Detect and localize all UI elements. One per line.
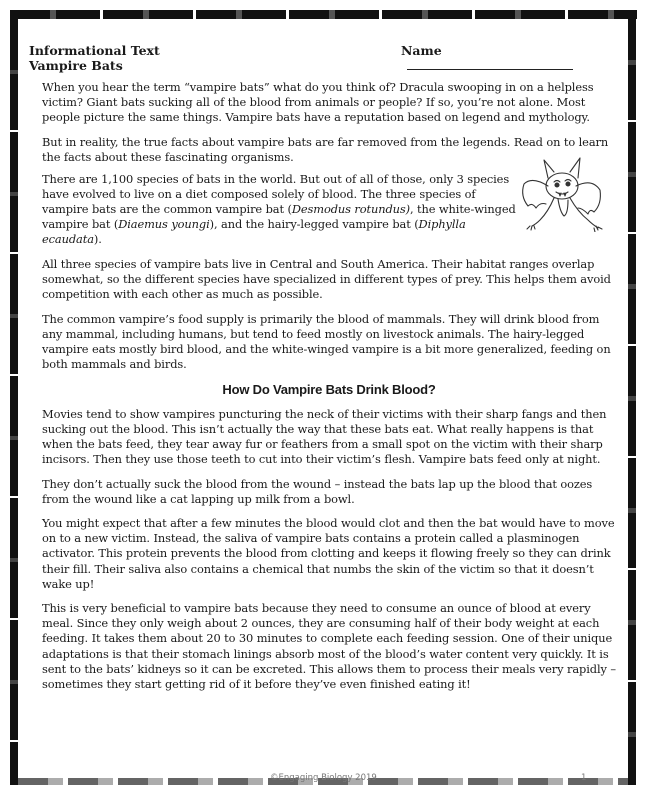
paragraph-species xyxy=(42,172,522,247)
paragraph-adaptations: This is very beneficial to vampire bats because they need to consume an ounce of blood at every meal. Since they only weigh about 2 ounces, they are consuming half of their body weight at each feeding. It takes them about 20 to 30 minutes to complete each feeding session. One of their unique adaptations is that their stomach linings absorb most of the blood’s water content very quickly. It is sent to the bats’ kidneys so it can be excreted. This allows them to process their meals very rapidly – sometimes they start getting rid of it before they’ve even finished eating it! xyxy=(42,601,616,691)
vampire-bat-drawing-icon xyxy=(518,156,604,232)
text-span: ), and the hairy-legged vampire bat ( xyxy=(209,217,419,232)
paragraph-reality: But in reality, the true facts about vampire bats are far removed from the legends. Read on to learn the facts about these fascinating organisms. xyxy=(42,134,609,164)
name-blank-line[interactable] xyxy=(407,58,573,70)
paragraph-habitat: All three species of vampire bats live in Central and South America. Their habitat ranges overlap somewhat, so the different species have specialized in different types of prey. This helps them avoid competition with each other as much as possible. xyxy=(42,256,611,302)
page-number: 1 xyxy=(581,773,587,783)
copyright-text: ©Engaging Biology 2019 xyxy=(270,773,377,783)
text-span: ). xyxy=(93,232,102,247)
paragraph-food-supply: The common vampire’s food supply is primarily the blood of mammals. They will drink blood from any mammal, including humans, but tend to feed mostly on livestock animals. The hairy-legged vampire eats mostly bird blood, and the white-winged vampire is a bit more generalized, feeding on both mammals and birds. xyxy=(42,311,611,371)
section-heading: How Do Vampire Bats Drink Blood? xyxy=(222,381,436,397)
paragraph-lapping: They don’t actually suck the blood from the wound – instead the bats lap up the blood that oozes from the wound like a cat lapping up milk from a bowl. xyxy=(42,476,593,506)
species-name: Diphylla ecaudata xyxy=(42,217,466,247)
text-span: , the white-winged vampire bat ( xyxy=(42,202,516,232)
text-span: There are 1,100 species of bats in the world. But out of all of those, only 3 species have evolved to live on a diet composed solely of blood. The three species of vampire bats are the common vampire bat ( xyxy=(42,171,510,217)
worksheet-type-label: Informational Text xyxy=(29,43,160,58)
decorative-border-left xyxy=(10,10,18,785)
paragraph-feeding: Movies tend to show vampires puncturing the neck of their victims with their sharp fangs and then sucking out the blood. This isn’t actually the way that these bats eat. What really happens is that when the bats feed, they tear away fur or feathers from a small spot on the victim with their sharp incisors. Then they use those teeth to cut into their victim’s flesh. Vampire bats feed only at night. xyxy=(42,406,607,466)
species-name: Desmodus rotundus) xyxy=(291,202,410,217)
decorative-border-top xyxy=(10,10,637,19)
paragraph-intro: When you hear the term “vampire bats” what do you think of? Dracula swooping in on a helpless victim? Giant bats sucking all of the blood from animals or people? If so, you’re not alone. Most people picture the same things. Vampire bats have a reputation based on legend and mythology. xyxy=(42,80,594,125)
paragraph-saliva: You might expect that after a few minutes the blood would clot and then the bat would have to move on to a new victim. Instead, the saliva of vampire bats contains a protein called a plasminogen activator. This protein prevents the blood from clotting and keeps it flowing freely so they can drink their fill. Their saliva also contains a chemical that numbs the skin of the victim so that it doesn’t wake up! xyxy=(42,516,615,591)
decorative-border-right xyxy=(628,10,636,785)
species-name: Diaemus youngi xyxy=(118,217,210,232)
name-label: Name xyxy=(401,43,442,58)
worksheet-title: Vampire Bats xyxy=(29,58,123,73)
name-field xyxy=(401,43,611,73)
